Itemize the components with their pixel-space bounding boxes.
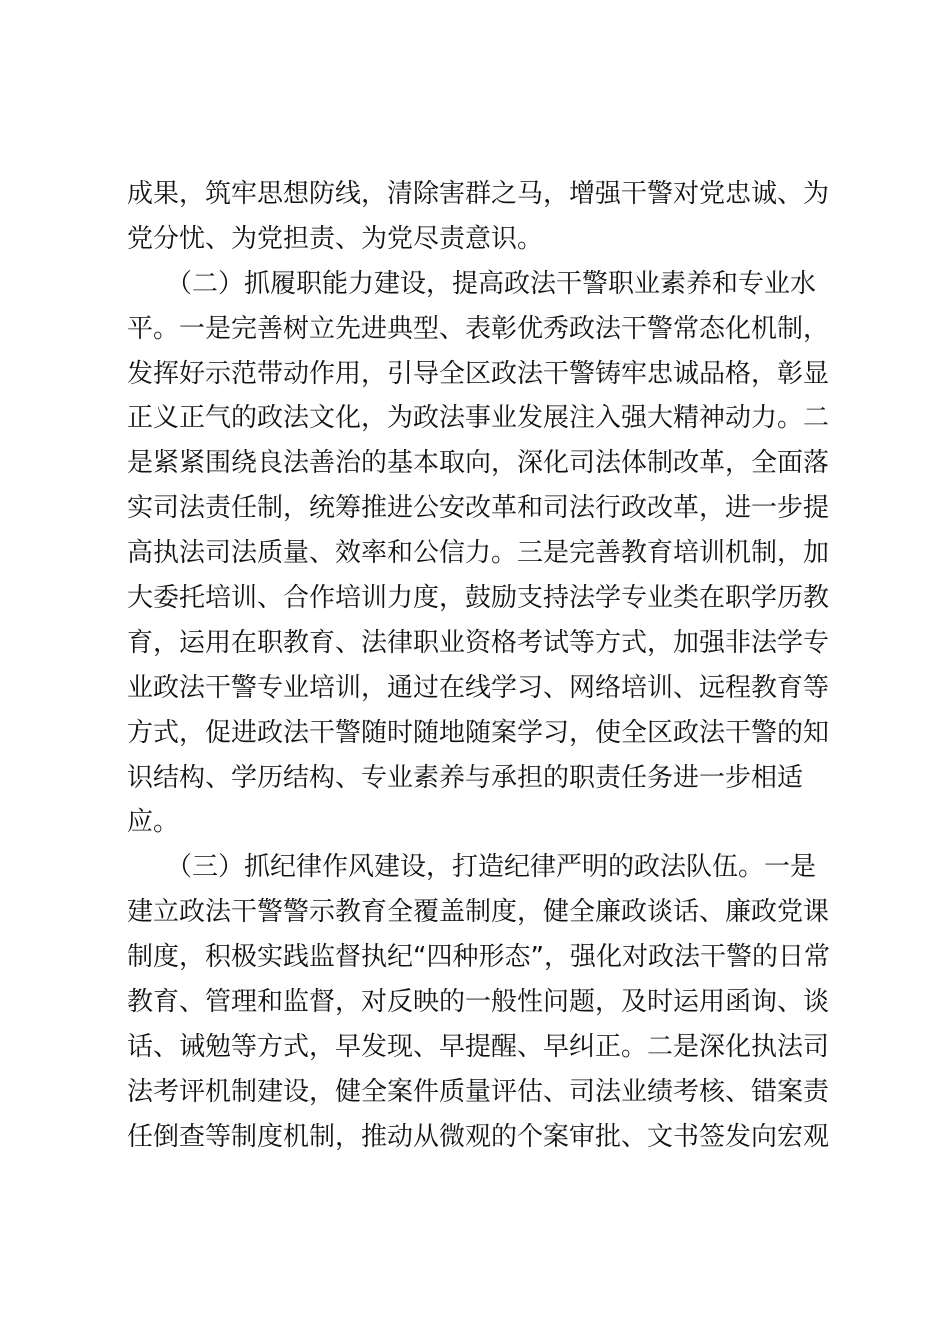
text-line: 业政法干警专业培训，通过在线学习、网络培训、远程教育等	[127, 672, 830, 703]
text-line: 实司法责任制，统筹推进公安改革和司法行政改革，进一步提	[127, 493, 830, 524]
paragraph-heading-line: （三）抓纪律作风建设，打造纪律严明的政法队伍。一是	[127, 852, 817, 883]
text-line: 识结构、学历结构、专业素养与承担的职责任务进一步相适	[127, 762, 804, 793]
text-line: 平。一是完善树立先进典型、表彰优秀政法干警常态化机制，	[127, 313, 830, 344]
text-line: 是紧紧围绕良法善治的基本取向，深化司法体制改革，全面落	[127, 448, 830, 479]
text-line: 法考评机制建设，健全案件质量评估、司法业绩考核、错案责	[127, 1076, 830, 1107]
text-line: 话、诫勉等方式，早发现、早提醒、早纠正。二是深化执法司	[127, 1031, 830, 1062]
text-line: 制度，积极实践监督执纪“四种形态”，强化对政法干警的日常	[127, 942, 830, 973]
text-line: 成果，筑牢思想防线，清除害群之马，增强干警对党忠诚、为	[127, 179, 830, 209]
text-line: 建立政法干警警示教育全覆盖制度，健全廉政谈话、廉政党课	[127, 897, 830, 928]
text-line: 方式，促进政法干警随时随地随案学习，使全区政法干警的知	[127, 717, 830, 748]
text-line: 教育、管理和监督，对反映的一般性问题，及时运用函询、谈	[127, 987, 830, 1018]
text-line: 高执法司法质量、效率和公信力。三是完善教育培训机制，加	[127, 538, 830, 569]
text-line: 应。	[127, 807, 180, 838]
text-line: 正义正气的政法文化，为政法事业发展注入强大精神动力。二	[127, 403, 830, 434]
paragraph-heading-line: （二）抓履职能力建设，提高政法干警职业素养和专业水	[127, 268, 817, 299]
text-line: 党分忧、为党担责、为党尽责意识。	[127, 223, 544, 254]
text-line: 发挥好示范带动作用，引导全区政法干警铸牢忠诚品格，彰显	[127, 358, 830, 389]
body-text	[127, 172, 830, 1160]
text-line: 大委托培训、合作培训力度，鼓励支持法学专业类在职学历教	[127, 583, 830, 614]
text-line: 育，运用在职教育、法律职业资格考试等方式，加强非法学专	[127, 627, 830, 658]
text-line: 任倒查等制度机制，推动从微观的个案审批、文书签发向宏观	[127, 1121, 830, 1152]
